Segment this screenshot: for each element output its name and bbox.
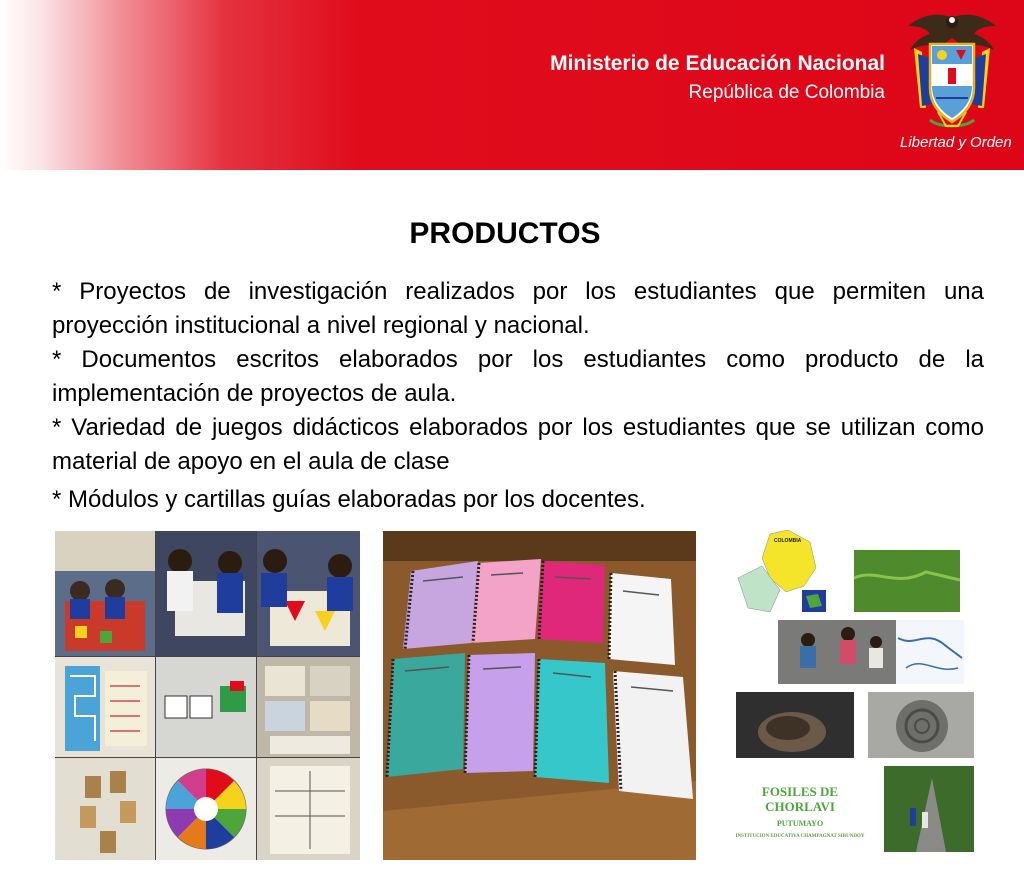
products-list	[52, 275, 984, 517]
paragraph-modules: * Módulos y cartillas guías elaboradas por los docentes.	[52, 486, 646, 513]
paragraph-written-documents: * Documentos escritos elaborados por los estudiantes como producto de la implementación de proyectos de aula.	[52, 346, 984, 407]
fossils-title: FOSILES DE CHORLAVI	[761, 784, 839, 814]
paragraph-research-projects: * Proyectos de investigación realizados por los estudiantes que permiten una proyección institucional a nivel regional y nacional.	[52, 278, 984, 339]
page-title: PRODUCTOS	[409, 217, 601, 250]
fossils-school: INSTITUCION EDUCATIVA CHAMPAGNAT SIBUNDOY	[735, 834, 865, 839]
ministry-title: Ministerio de Educación Nacional	[550, 52, 885, 75]
motto-text: Libertad y Orden	[900, 134, 1012, 151]
didactic-games-photo	[55, 531, 360, 860]
coat-of-arms-icon	[900, 8, 1004, 138]
fossils-place: PUTUMAYO	[776, 819, 824, 828]
fossils-collage-photo	[726, 528, 982, 858]
written-documents-photo	[383, 531, 696, 860]
ministry-subtitle: República de Colombia	[688, 82, 885, 103]
header-banner	[0, 0, 1024, 170]
map-label-colombia: COLOMBIA	[774, 538, 802, 544]
paragraph-didactic-games: * Variedad de juegos didácticos elaborados por los estudiantes que se utilizan como material de apoyo en el aula de clase	[52, 414, 984, 475]
